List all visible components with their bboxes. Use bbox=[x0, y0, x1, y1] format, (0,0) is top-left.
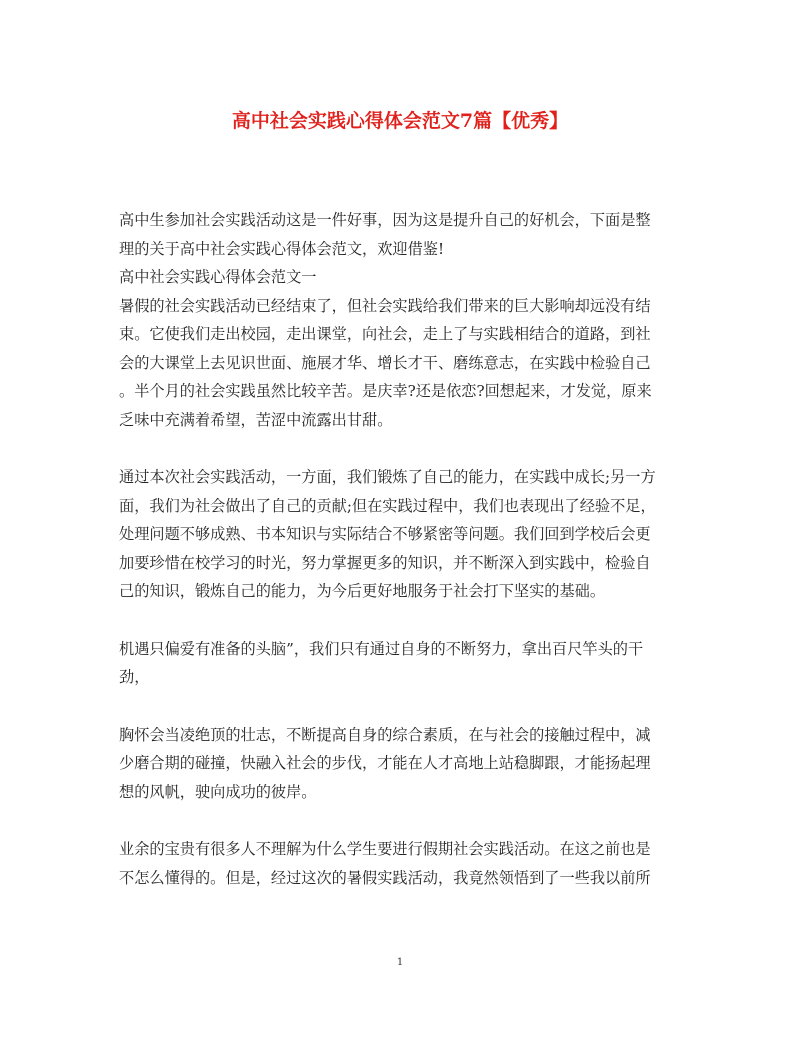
text-line: 想的风帆，驶向成功的彼岸。 bbox=[119, 782, 317, 801]
document-title: 高中社会实践心得体会范文7篇【优秀】 bbox=[231, 110, 569, 132]
text-line: 高中生参加社会实践活动这是一件好事，因为这是提升自己的好机会，下面是整 bbox=[119, 211, 651, 229]
section-heading bbox=[119, 263, 681, 292]
text-line: 加要珍惜在校学习的时光，努力掌握更多的知识，并不断深入到实践中，检验自 bbox=[119, 553, 651, 572]
paragraph-gap bbox=[119, 606, 681, 635]
paragraph bbox=[119, 835, 681, 892]
paragraph bbox=[119, 463, 681, 606]
paragraph bbox=[119, 292, 681, 435]
paragraph bbox=[119, 721, 681, 807]
text-line: 通过本次社会实践活动，一方面，我们锻炼了自己的能力，在实践中成长;另一方 bbox=[119, 468, 656, 486]
text-line: 处理问题不够成熟、书本知识与实际结合不够紧密等问题。我们回到学校后会更 bbox=[119, 525, 651, 543]
paragraph-gap bbox=[119, 806, 681, 835]
text-line: 不怎么懂得的。但是，经过这次的暑假实践活动，我竟然领悟到了一些我以前所 bbox=[119, 868, 651, 887]
paragraph-gap bbox=[119, 692, 681, 721]
text-line: 少磨合期的碰撞，快融入社会的步伐，才能在人才高地上站稳脚跟，才能扬起理 bbox=[119, 754, 651, 772]
text-line: 。半个月的社会实践虽然比较辛苦。是庆幸?还是依恋?回想起来，才发觉，原来 bbox=[119, 382, 652, 400]
document-body bbox=[119, 206, 681, 892]
paragraph bbox=[119, 635, 681, 692]
paragraph-intro bbox=[119, 206, 681, 263]
text-line: 胸怀会当凌绝顶的壮志，不断提高自身的综合素质，在与社会的接触过程中，减 bbox=[119, 725, 651, 744]
text-line: 机遇只偏爱有准备的头脑”，我们只有通过自身的不断努力，拿出百尺竿头的干 bbox=[119, 639, 644, 658]
page-number: 1 bbox=[396, 957, 404, 968]
text-line: 乏味中充满着希望，苦涩中流露出甘甜。 bbox=[119, 410, 393, 429]
text-line: 劲， bbox=[119, 668, 150, 686]
text-line: 束。它使我们走出校园，走出课堂，向社会，走上了与实践相结合的道路，到社 bbox=[119, 325, 651, 343]
text-line: 面，我们为社会做出了自己的贡献;但在实践过程中，我们也表现出了经验不足， bbox=[119, 496, 656, 515]
text-line: 会的大课堂上去见识世面、施展才华、增长才干、磨练意志，在实践中检验自己 bbox=[119, 353, 651, 372]
text-line: 暑假的社会实践活动已经结束了，但社会实践给我们带来的巨大影响却远没有结 bbox=[119, 296, 651, 315]
paragraph-gap bbox=[119, 434, 681, 463]
text-line: 理的关于高中社会实践心得体会范文，欢迎借鉴! bbox=[119, 239, 445, 258]
text-line: 己的知识，锻炼自己的能力，为今后更好地服务于社会打下坚实的基础。 bbox=[119, 582, 605, 600]
text-line: 业余的宝贵有很多人不理解为什么学生要进行假期社会实践活动。在这之前也是 bbox=[119, 840, 651, 858]
text-line: 高中社会实践心得体会范文一 bbox=[119, 268, 317, 286]
